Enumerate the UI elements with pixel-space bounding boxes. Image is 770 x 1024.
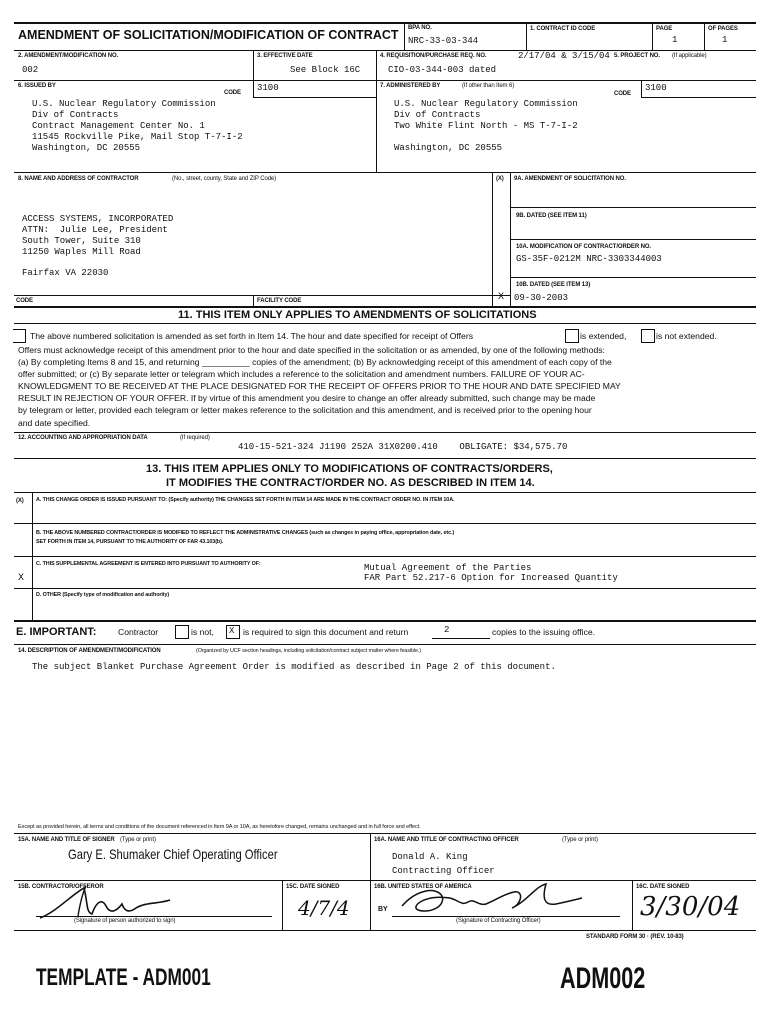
accounting-data: 410-15-521-324 J1190 252A 31X0200.410 OBLIGATE: $34,575.70 [238, 442, 568, 452]
rule [14, 306, 756, 308]
not-extended-checkbox[interactable] [641, 329, 655, 343]
item-11-heading: 11. THIS ITEM ONLY APPLIES TO AMENDMENTS OF SOLICITATIONS [178, 309, 537, 321]
united-states-label: 16B. UNITED STATES OF AMERICA [374, 884, 472, 890]
rule [14, 930, 756, 931]
issued-line: Div of Contracts [32, 110, 119, 120]
contractor-offeror-label: 15B. CONTRACTOR/OFFEROR [18, 884, 104, 890]
item-13-heading: 13. THIS ITEM APPLIES ONLY TO MODIFICATIONS OF CONTRACTS/ORDERS, [146, 463, 553, 475]
rule [14, 323, 756, 324]
rule [14, 492, 756, 493]
rule [641, 80, 642, 97]
issued-line: Contract Management Center No. 1 [32, 121, 205, 131]
contracting-officer-note: (Type or print) [562, 837, 598, 843]
contractor-signature [36, 882, 176, 922]
item-11-text: Offers must acknowledge receipt of this amendment prior to the hour and date specified in the solicitation or as amended, by one of the following methods: [18, 345, 605, 355]
date-signed-15c-label: 15C. DATE SIGNED [286, 884, 340, 890]
change-order-label: A. THIS CHANGE ORDER IS ISSUED PURSUANT TO: (Specify authority) THE CHANGES SET FORTH IN ITEM 14 ARE MADE IN THE CONTRACT ORDER NO. IN ITEM 10A. [36, 497, 455, 503]
contractor-code-label: CODE [16, 298, 33, 304]
rule [641, 97, 756, 98]
contractor-line: ACCESS SYSTEMS, INCORPORATED [22, 214, 174, 224]
contractor-signature-caption: (Signature of person authorized to sign) [74, 918, 176, 924]
rule [404, 22, 405, 50]
contractor-label: 8. NAME AND ADDRESS OF CONTRACTOR [18, 176, 139, 182]
of-pages-label: OF PAGES [708, 26, 738, 32]
is-extended-checkbox[interactable] [565, 329, 579, 343]
rule [14, 556, 756, 557]
requisition-number: CIO-03-344-003 dated [388, 65, 497, 75]
rule [510, 207, 756, 208]
page-label: PAGE [656, 26, 673, 32]
is-not-checkbox[interactable] [175, 625, 189, 639]
supplemental-mark: X [18, 573, 25, 584]
template-stamp: TEMPLATE - ADM001 [36, 964, 211, 991]
copies-count: 2 [444, 625, 450, 635]
item-11-text: The above numbered solicitation is amended as set forth in Item 14. The hour and date specified for receipt of Offers [30, 331, 473, 341]
administered-line: Two White Flint North - MS T-7-I-2 [394, 121, 578, 131]
bpa-label: BPA NO. [408, 25, 432, 31]
rule [14, 22, 756, 24]
supplemental-agreement-label: C. THIS SUPPLEMENTAL AGREEMENT IS ENTERED INTO PURSUANT TO AUTHORITY OF: [36, 561, 261, 567]
is-extended-label: is extended, [580, 331, 627, 341]
amendment-solicitation-label: 9A. AMENDMENT OF SOLICITATION NO. [514, 176, 626, 182]
item-11-text: KNOWLEDGMENT TO BE RECEIVED AT THE PLACE DESIGNATED FOR THE RECEIPT OF OFFERS PRIOR TO THE HOUR AND DATE SPECIFIED MAY [18, 381, 621, 391]
dated-10b-label: 10B. DATED (SEE ITEM 13) [516, 282, 591, 288]
issued-by-label: 6. ISSUED BY [18, 83, 56, 89]
description-label: 14. DESCRIPTION OF AMENDMENT/MODIFICATION [18, 648, 161, 654]
issued-code: 3100 [257, 83, 279, 93]
not-extended-label: is not extended. [656, 331, 717, 341]
issued-line: 11545 Rockville Pike, Mail Stop T-7-I-2 [32, 132, 243, 142]
rule [632, 880, 633, 930]
item-11-text: (a) By completing Items 8 and 15, and returning __________ copies of the amendment; (b) By acknowledging receipt of this amendment of each copy of the [18, 357, 612, 367]
amendment-no: 002 [22, 65, 39, 75]
signer-name: Gary E. Shumaker Chief Operating Officer [68, 846, 278, 862]
rule [14, 295, 510, 296]
administered-line: U.S. Nuclear Regulatory Commission [394, 99, 578, 109]
rule [14, 50, 756, 51]
contractor-line: South Tower, Suite 310 [22, 236, 141, 246]
item-11-text: RESULT IN REJECTION OF YOUR OFFER. If by virtue of this amendment you desire to change an offer already submitted, such change may be made [18, 393, 596, 403]
by-label: BY [378, 906, 388, 913]
rule [14, 523, 756, 524]
signer-name-note: (Type or print) [120, 837, 156, 843]
rule [510, 172, 511, 306]
admin-changes-label-2: SET FORTH IN ITEM 14, PURSUANT TO THE AUTHORITY OF FAR 43.103(b). [36, 539, 224, 545]
rule [282, 880, 283, 930]
description-text: The subject Blanket Purchase Agreement Order is modified as described in Page 2 of this document. [32, 662, 556, 672]
accounting-label: 12. ACCOUNTING AND APPROPRIATION DATA [18, 435, 148, 441]
rule [253, 295, 254, 306]
contractor-word: Contractor [118, 627, 159, 637]
issued-line: U.S. Nuclear Regulatory Commission [32, 99, 216, 109]
rule [492, 172, 493, 306]
rule [14, 644, 756, 645]
requisition-label: 4. REQUISITION/PURCHASE REQ. NO. [380, 53, 487, 59]
rule [370, 833, 371, 930]
issued-line: Washington, DC 20555 [32, 143, 141, 153]
rule [14, 80, 756, 81]
description-note: (Organized by UCF section headings, including solicitation/contract subject matter where feasible.) [196, 648, 422, 654]
copies-tail: copies to the issuing office. [492, 627, 596, 637]
facility-code-label: FACILITY CODE [257, 298, 302, 304]
bpa-number: NRC-33-03-344 [408, 36, 479, 46]
project-no-label: 5. PROJECT NO. [614, 53, 660, 59]
copies-blank [432, 638, 490, 639]
is-required-label: is required to sign this document and return [243, 627, 409, 637]
is-required-mark: X [229, 626, 235, 636]
of-pages-number: 1 [722, 35, 728, 45]
item-10-mark: X [498, 292, 505, 303]
administered-line: Div of Contracts [394, 110, 481, 120]
terms-note: Except as provided herein, all terms and conditions of the document referenced in Item 9A or 10A, as heretofore changed, remains unchanged and in full force and effect. [18, 824, 421, 830]
effective-date: See Block 16C [290, 65, 361, 75]
rule [14, 833, 756, 834]
x-column-header: (X) [16, 498, 24, 504]
admin-changes-label: B. THE ABOVE NUMBERED CONTRACT/ORDER IS MODIFIED TO REFLECT THE ADMINISTRATIVE CHANGES (such as changes in paying office, appropriation date, etc.) [36, 530, 455, 536]
accounting-note: (If required) [180, 435, 210, 441]
form-id: STANDARD FORM 30 · (REV. 10-83) [586, 934, 684, 940]
supplemental-authority-2: FAR Part 52.217-6 Option for Increased Quantity [364, 573, 618, 583]
item-11-text: by telegram or letter, provided each telegram or letter makes reference to the solicitation and this amendment, and is received prior to the opening hour [18, 405, 592, 415]
rule [14, 620, 756, 622]
contract-id-label: 1. CONTRACT ID CODE [530, 26, 596, 32]
date-signed-16c-label: 16C. DATE SIGNED [636, 884, 690, 890]
is-not-label: is not, [191, 627, 214, 637]
dated-9b-label: 9B. DATED (SEE ITEM 11) [516, 213, 587, 219]
contractor-line: 11250 Waples Mill Road [22, 247, 141, 257]
solicitation-checkbox[interactable] [13, 329, 26, 343]
item-11-text: offer submitted; or (c) By separate letter or telegram which includes a reference to the solicitation and amendment numbers. FAILURE OF YOUR AC- [18, 369, 585, 379]
officer-name: Donald A. King [392, 852, 468, 862]
important-label: E. IMPORTANT: [16, 626, 97, 638]
administered-by-note: (If other than Item 6) [462, 83, 515, 89]
date-signed-16c: 3/30/04 [640, 892, 741, 922]
effective-date-label: 3. EFFECTIVE DATE [257, 53, 313, 59]
rule [253, 50, 254, 80]
rule [526, 22, 527, 50]
officer-signature-caption: (Signature of Contracting Officer) [456, 918, 541, 924]
officer-signature [396, 880, 586, 920]
administered-by-label: 7. ADMINISTERED BY [380, 83, 441, 89]
rule [376, 50, 377, 172]
project-no-note: (If applicable) [672, 53, 707, 59]
item-11-text: and date specified. [18, 418, 91, 428]
adm-stamp: ADM002 [560, 962, 646, 995]
x-column-header: (X) [496, 176, 504, 182]
issued-code-label: CODE [224, 90, 241, 96]
rule [14, 432, 756, 433]
contractor-line: Fairfax VA 22030 [22, 268, 109, 278]
officer-title: Contracting Officer [392, 866, 495, 876]
rule [253, 97, 376, 98]
rule [14, 880, 756, 881]
modification-contract-no: GS-35F-0212M NRC-3303344003 [516, 254, 662, 264]
rule [510, 277, 756, 278]
requisition-date: 2/17/04 & 3/15/04 [518, 51, 610, 61]
other-label: D. OTHER (Specify type of modification and authority) [36, 592, 170, 598]
supplemental-authority-1: Mutual Agreement of the Parties [364, 563, 532, 573]
amendment-no-label: 2. AMENDMENT/MODIFICATION NO. [18, 53, 119, 59]
contractor-line: ATTN: Julie Lee, President [22, 225, 168, 235]
administered-line: Washington, DC 20555 [394, 143, 503, 153]
item-13-heading-2: IT MODIFIES THE CONTRACT/ORDER NO. AS DESCRIBED IN ITEM 14. [166, 477, 535, 489]
rule [704, 22, 705, 50]
rule [14, 588, 756, 589]
rule [32, 492, 33, 620]
modification-contract-label: 10A. MODIFICATION OF CONTRACT/ORDER NO. [516, 244, 651, 250]
rule [253, 80, 254, 97]
signer-name-label: 15A. NAME AND TITLE OF SIGNER [18, 837, 115, 843]
contractor-note: (No., street, county, State and ZIP Code) [172, 176, 277, 182]
rule [14, 172, 756, 173]
rule [14, 458, 756, 459]
administered-code-label: CODE [614, 91, 631, 97]
contracting-officer-label: 16A. NAME AND TITLE OF CONTRACTING OFFICER [374, 837, 519, 843]
form-title: AMENDMENT OF SOLICITATION/MODIFICATION OF CONTRACT [18, 28, 399, 42]
dated-10b: 09-30-2003 [514, 293, 569, 303]
date-signed-15c: 4/7/4 [298, 896, 350, 920]
rule [510, 239, 756, 240]
page-number: 1 [672, 35, 678, 45]
administered-code: 3100 [645, 83, 667, 93]
rule [652, 22, 653, 50]
